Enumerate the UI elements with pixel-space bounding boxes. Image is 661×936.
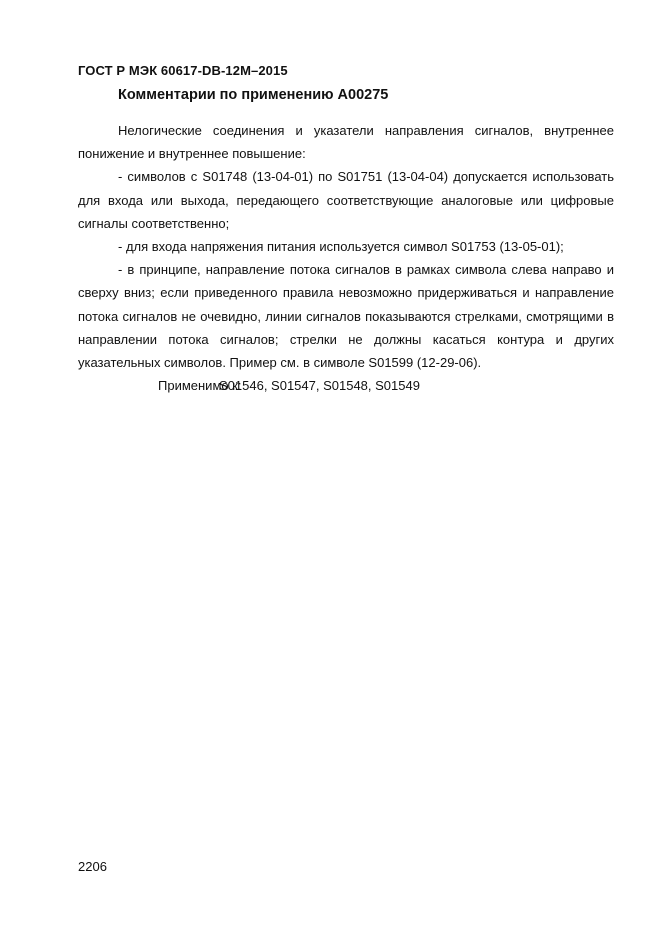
applies-to-values: S01546, S01547, S01548, S01549 — [219, 378, 420, 394]
section-title: Комментарии по применению А00275 — [118, 87, 389, 103]
standard-designation: ГОСТ Р МЭК 60617-DB-12M–2015 — [78, 63, 288, 78]
applies-to-label: Применимо к: — [158, 378, 242, 394]
paragraph-power-input: - для входа напряжения питания используется символ S01753 (13-05-01); — [118, 239, 564, 255]
page-number: 2206 — [78, 859, 107, 874]
paragraph-signal-flow: - в принципе, направление потока сигналов в рамках символа слева направо и сверху вниз; если приведенного правила невозможно придерживаться и направление потока сигналов не очевидно, линии сигналов показываются стрелками, смотрящими в направлении потока сигналов; стрелки не должны касаться контура и других указательных символов. Пример см. в символе S01599 (12-29-06). — [78, 262, 614, 371]
body-text — [78, 119, 614, 397]
paragraph-intro: Нелогические соединения и указатели направления сигналов, внутреннее понижение и внутреннее повышение: — [78, 123, 614, 162]
paragraph-symbols-range: - символов с S01748 (13-04-01) по S01751 (13-04-04) допускается использовать для входа или выхода, передающего соответствующие аналоговые или цифровые сигналы соответственно; — [78, 169, 614, 231]
applies-to-line — [78, 374, 614, 397]
